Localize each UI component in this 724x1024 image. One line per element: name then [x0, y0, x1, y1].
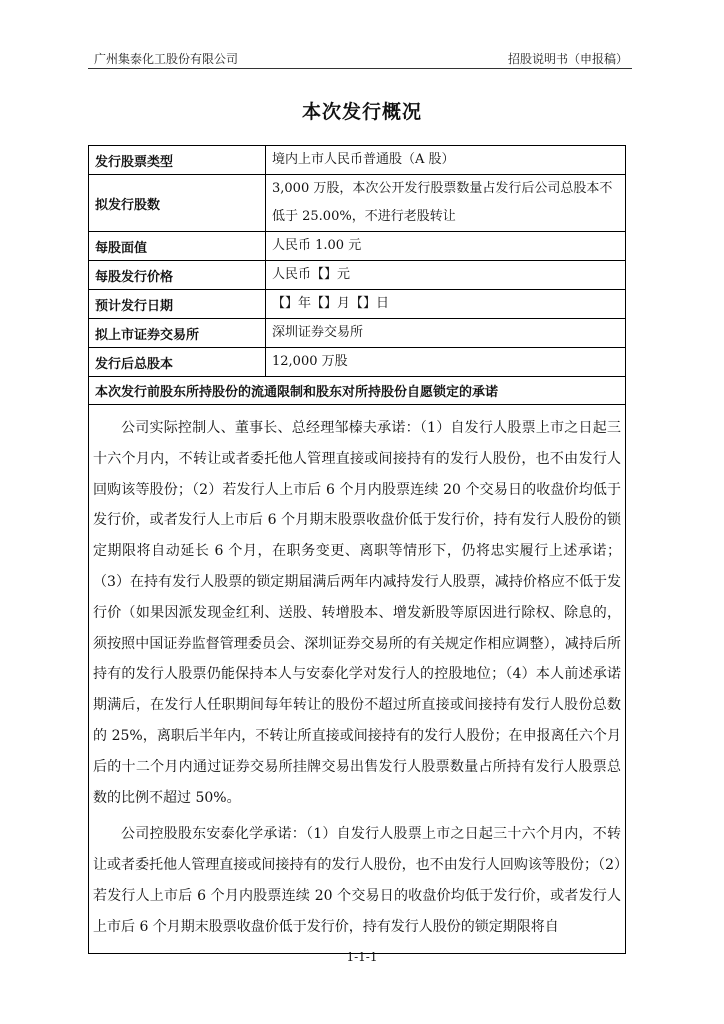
header-doc-type: 招股说明书（申报稿） — [507, 52, 628, 66]
page-header — [88, 50, 632, 70]
header-rule — [88, 68, 632, 69]
row-label: 每股面值 — [89, 232, 266, 261]
commitment-paragraph: 公司实际控制人、董事长、总经理邹榛夫承诺：（1）自发行人股票上市之日起三十六个月内，不转让或者委托他人管理直接或间接持有的发行人股份，也不由发行人回购该等股份；（2）若发行人上市后 6 个月内股票连续 20 个交易日的收盘价均低于发行价，或者发行人上市后 6 个月期末股票收盘价低于发行价，持有发行人股份的锁定期限将自动延长 6 个月，在职务变更、离职等情形下，仍将忠实履行上述承诺；（3）在持有发行人股票的锁定期届满后两年内减持发行人股票，减持价格应不低于发行价（如果因派发现金红利、送股、转增股本、增发新股等原因进行除权、除息的，须按照中国证券监督管理委员会、深圳证券交易所的有关规定作相应调整），减持后所持有的发行人股票仍能保持本人与安泰化学对发行人的控股地位；（4）本人前述承诺期满后，在发行人任职期间每年转让的股份不超过所直接或间接持有发行人股份总数的 25%，离职后半年内，不转让所直接或间接持有的发行人股份；在申报离任六个月后的十二个月内通过证券交易所挂牌交易出售发行人股票数量占所持有发行人股票总数的比例不超过 50%。 — [93, 420, 621, 806]
table-row — [89, 290, 626, 319]
commitment-paragraph: 公司控股股东安泰化学承诺：（1）自发行人股票上市之日起三十六个月内，不转让或者委托他人管理直接或间接持有的发行人股份，也不由发行人回购该等股份；（2）若发行人上市后 6 个月内股票连续 20 个交易日的收盘价均低于发行价，或者发行人上市后 6 个月期末股票收盘价低于发行价，持有发行人股份的锁定期限将自 — [93, 826, 621, 935]
row-label: 发行后总股本 — [89, 348, 266, 377]
row-label: 拟上市证券交易所 — [89, 319, 266, 348]
table-row — [89, 261, 626, 290]
table-row — [89, 175, 626, 232]
section-heading: 本次发行前股东所持股份的流通限制和股东对所持股份自愿锁定的承诺 — [89, 377, 626, 405]
row-label: 拟发行股数 — [89, 175, 266, 232]
row-value: 人民币 1.00 元 — [266, 232, 626, 261]
row-value: 境内上市人民币普通股（A 股） — [266, 146, 626, 175]
row-label: 预计发行日期 — [89, 290, 266, 319]
row-value: 3,000 万股，本次公开发行股票数量占发行后公司总股本不低于 25.00%，不进行老股转让 — [266, 175, 626, 232]
table-row — [89, 146, 626, 175]
row-label: 每股发行价格 — [89, 261, 266, 290]
header-company: 广州集泰化工股份有限公司 — [94, 52, 239, 66]
row-value: 12,000 万股 — [266, 348, 626, 377]
page-title: 本次发行概况 — [301, 101, 422, 123]
table-row — [89, 348, 626, 377]
page-number: 1-1-1 — [346, 950, 378, 964]
row-label: 发行股票类型 — [89, 146, 266, 175]
offering-summary-table — [88, 145, 626, 954]
row-value: 深圳证券交易所 — [266, 319, 626, 348]
row-value: 人民币【】元 — [266, 261, 626, 290]
table-row — [89, 319, 626, 348]
table-row — [89, 232, 626, 261]
section-body — [89, 405, 626, 954]
section-body-row — [89, 405, 626, 954]
row-value: 【】年【】月【】日 — [266, 290, 626, 319]
section-heading-row — [89, 377, 626, 405]
